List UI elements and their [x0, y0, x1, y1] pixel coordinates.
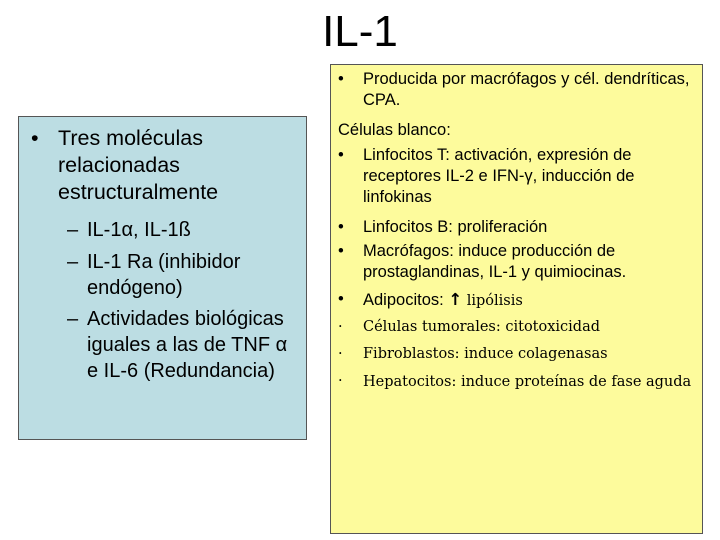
- bullet-text-fibroblasts: Fibroblastos: induce colagenasas: [363, 346, 608, 362]
- bullet-text-adipocytes: [363, 289, 698, 312]
- dash-glyph: –: [67, 308, 79, 330]
- small-bullet-glyph: ·: [338, 346, 343, 362]
- slide-title: IL-1: [322, 7, 398, 56]
- dash-glyph: –: [67, 219, 79, 241]
- adipocytes-label: Adipocitos:: [363, 291, 444, 309]
- bullet-text-structure: Tres moléculas relacionadas estructuralmente: [58, 126, 219, 204]
- bullet-text-hepatocytes: Hepatocitos: induce proteínas de fase aguda: [363, 374, 692, 390]
- summary-box: [18, 116, 307, 440]
- small-bullet-glyph: ·: [338, 373, 343, 389]
- bullet-text-b-cells: Linfocitos B: proliferación: [363, 218, 548, 236]
- arrow-up-icon: ↑: [448, 290, 463, 309]
- sub-text-receptor-antagonist: IL-1 Ra (inhibidor endógeno): [87, 251, 241, 299]
- bullet-text-macrophages: Macrófagos: induce producción de prostaglandinas, IL-1 y quimiocinas.: [363, 242, 627, 281]
- target-cells-box: [330, 64, 703, 534]
- bullet-glyph: •: [338, 242, 344, 260]
- lipolysis-label: lipólisis: [466, 293, 523, 309]
- bullet-text-t-cells: Linfocitos T: activación, expresión de receptores IL-2 e IFN-γ, inducción de linfokinas: [363, 146, 635, 206]
- bullet-text-producers: Producida por macrófagos y cél. dendríticas, CPA.: [363, 70, 690, 109]
- bullet-text-tumor-cells: Células tumorales: citotoxicidad: [363, 319, 601, 335]
- dash-glyph: –: [67, 251, 79, 273]
- bullet-glyph: •: [31, 126, 39, 150]
- bullet-glyph: •: [338, 70, 344, 88]
- small-bullet-glyph: ·: [338, 319, 343, 335]
- sub-text-redundancy: Actividades biológicas iguales a las de TNF α e IL-6 (Redundancia): [87, 308, 288, 382]
- bullet-glyph: •: [338, 290, 344, 308]
- bullet-glyph: •: [338, 146, 344, 164]
- bullet-glyph: •: [338, 218, 344, 236]
- target-cells-heading: Células blanco:: [338, 121, 451, 139]
- sub-text-isoforms: IL-1α, IL-1ß: [87, 219, 191, 241]
